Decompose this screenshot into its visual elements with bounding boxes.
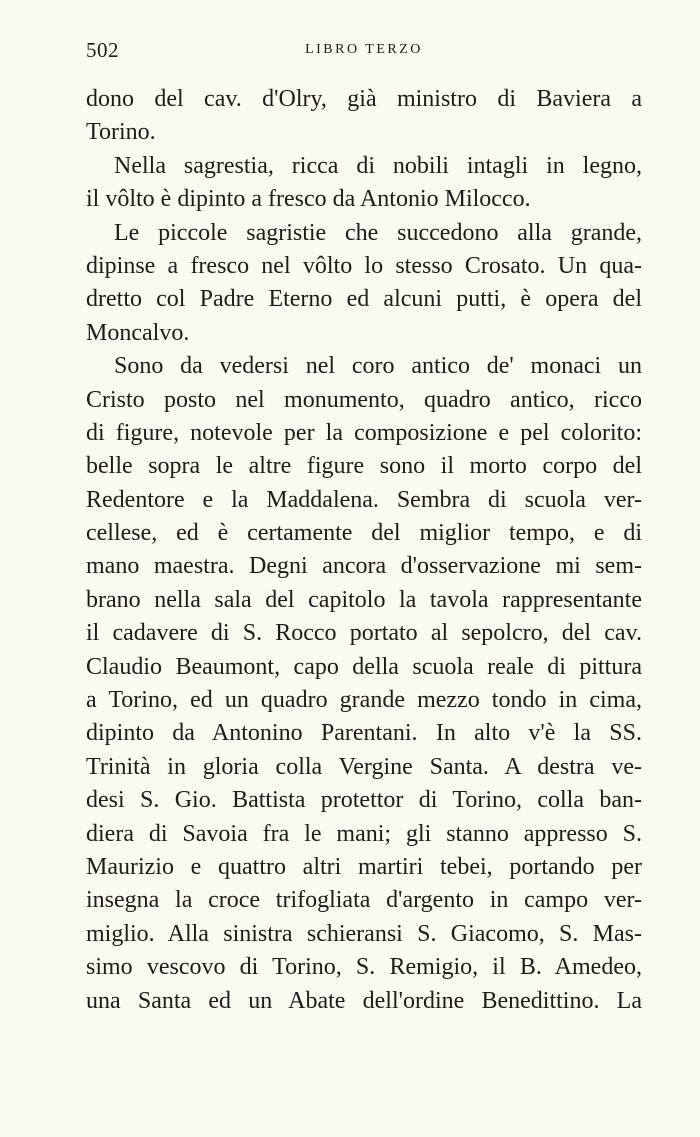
text-line: simo vescovo di Torino, S. Remigio, il B. Amedeo, [86,954,642,981]
running-title: LIBRO TERZO [305,42,423,57]
text-line: dipinse a fresco nel vôlto lo stesso Crosato. Un qua- [86,252,642,279]
text-line: a Torino, ed un quadro grande mezzo tondo in cima, [86,687,642,714]
text-line: insegna la croce trifogliata d'argento in campo ver- [86,887,642,914]
text-line: Torino. [86,119,156,146]
page-number: 502 [86,38,119,62]
text-line: desi S. Gio. Battista protettor di Torino, colla ban- [86,787,642,814]
text-line: dretto col Padre Eterno ed alcuni putti, è opera del [86,286,642,313]
text-line: Claudio Beaumont, capo della scuola reale di pittura [86,653,642,680]
text-line: brano nella sala del capitolo la tavola rappresentante [86,586,642,613]
body-text [86,83,642,1018]
text-line: una Santa ed un Abate dell'ordine Benedittino. La [86,987,642,1014]
text-line: Maurizio e quattro altri martiri tebei, portando per [86,853,642,880]
text-line: il cadavere di S. Rocco portato al sepolcro, del cav. [86,620,642,647]
text-line: Trinità in gloria colla Vergine Santa. A destra ve- [86,753,642,780]
text-line: Le piccole sagristie che succedono alla grande, [114,219,642,246]
text-line: dipinto da Antonino Parentani. In alto v'è la SS. [86,720,642,747]
running-head [86,38,642,64]
text-line: Sono da vedersi nel coro antico de' monaci un [114,353,642,380]
text-line: Cristo posto nel monumento, quadro antico, ricco [86,386,642,413]
text-line: Moncalvo. [86,319,190,346]
text-line: di figure, notevole per la composizione e pel colorito: [86,419,642,446]
text-line: mano maestra. Degni ancora d'osservazione mi sem- [86,553,642,580]
text-line: cellese, ed è certamente del miglior tempo, e di [86,520,642,547]
text-line: miglio. Alla sinistra schieransi S. Giacomo, S. Mas- [86,920,642,947]
text-line: il vôlto è dipinto a fresco da Antonio Milocco. [86,186,531,213]
text-line: Redentore e la Maddalena. Sembra di scuola ver- [86,486,642,513]
text-line: diera di Savoia fra le mani; gli stanno appresso S. [86,820,642,847]
text-line: Nella sagrestia, ricca di nobili intagli in legno, [114,152,642,179]
text-line: belle sopra le altre figure sono il morto corpo del [86,453,642,480]
text-line: dono del cav. d'Olry, già ministro di Baviera a [86,86,642,112]
